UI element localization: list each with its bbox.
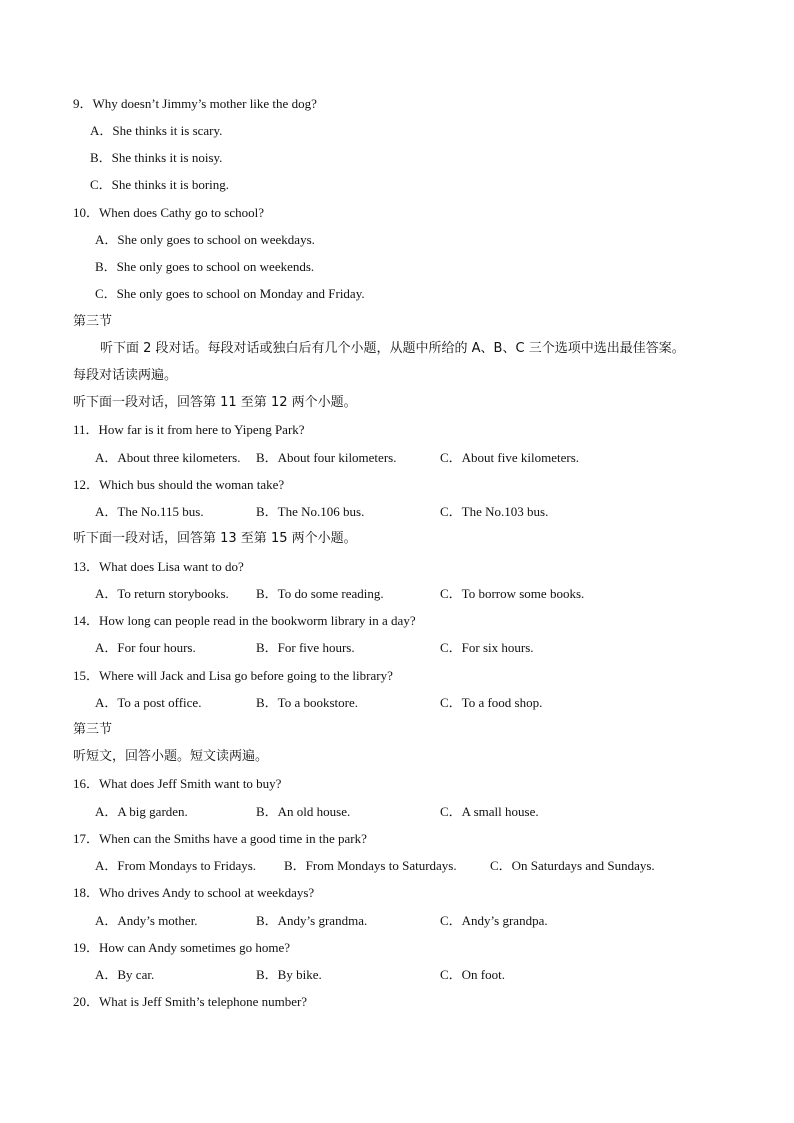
question-18-option-a: A．Andy’s mother. <box>95 913 198 928</box>
question-20-stem: 20．What is Jeff Smith’s telephone number? <box>73 994 308 1009</box>
question-12-stem: 12．Which bus should the woman take? <box>73 477 285 492</box>
question-17-stem: 17．When can the Smiths have a good time in the park? <box>73 831 367 846</box>
question-19-options <box>0 967 794 983</box>
question-13-options <box>0 586 794 602</box>
dialog-1-instructions: 听下面一段对话，回答第 11 至第 12 两个小题。 <box>73 395 357 410</box>
question-12-options <box>0 504 794 520</box>
section-instructions-line-2: 每段对话读两遍。 <box>73 368 178 383</box>
question-19-option-c: C．On foot. <box>440 967 506 982</box>
question-19-stem: 19．How can Andy sometimes go home? <box>73 940 290 955</box>
question-14-option-c: C．For six hours. <box>440 640 534 655</box>
question-15-option-c: C．To a food shop. <box>440 695 543 710</box>
question-16-option-b: B．An old house. <box>256 804 351 819</box>
question-17-option-b: B．From Mondays to Saturdays. <box>284 858 457 873</box>
question-12-option-b: B．The No.106 bus. <box>256 504 365 519</box>
question-11-option-b: B．About four kilometers. <box>256 450 397 465</box>
question-9-option-a: A．She thinks it is scary. <box>90 123 223 138</box>
question-14-stem: 14．How long can people read in the bookworm library in a day? <box>73 613 416 628</box>
question-19-option-b: B．By bike. <box>256 967 322 982</box>
question-12-option-c: C．The No.103 bus. <box>440 504 549 519</box>
question-16-option-a: A．A big garden. <box>95 804 188 819</box>
question-13-option-a: A．To return storybooks. <box>95 586 229 601</box>
question-10-option-c: C．She only goes to school on Monday and Friday. <box>95 286 365 301</box>
question-14-option-a: A．For four hours. <box>95 640 196 655</box>
question-14-options <box>0 640 794 656</box>
question-11-stem: 11．How far is it from here to Yipeng Park? <box>73 422 305 437</box>
question-13-stem: 13．What does Lisa want to do? <box>73 559 244 574</box>
question-18-options <box>0 913 794 929</box>
question-16-options <box>0 804 794 820</box>
question-15-option-a: A．To a post office. <box>95 695 202 710</box>
question-18-option-c: C．Andy’s grandpa. <box>440 913 548 928</box>
question-13-option-b: B．To do some reading. <box>256 586 384 601</box>
section-heading-2: 第三节 <box>73 722 113 737</box>
question-19-option-a: A．By car. <box>95 967 155 982</box>
question-15-options <box>0 695 794 711</box>
question-9-option-b: B．She thinks it is noisy. <box>90 150 223 165</box>
question-16-option-c: C．A small house. <box>440 804 539 819</box>
question-11-option-a: A．About three kilometers. <box>95 450 241 465</box>
question-12-option-a: A．The No.115 bus. <box>95 504 204 519</box>
question-10-option-b: B．She only goes to school on weekends. <box>95 259 315 274</box>
question-18-stem: 18．Who drives Andy to school at weekdays? <box>73 885 315 900</box>
question-10-stem: 10．When does Cathy go to school? <box>73 205 264 220</box>
question-13-option-c: C．To borrow some books. <box>440 586 585 601</box>
section-instructions-line-1: 听下面 2 段对话。每段对话或独白后有几个小题，从题中所给的 A、B、C 三个选项中选出最佳答案。 <box>100 341 685 356</box>
question-17-option-a: A．From Mondays to Fridays. <box>95 858 257 873</box>
question-15-stem: 15．Where will Jack and Lisa go before going to the library? <box>73 668 393 683</box>
question-14-option-b: B．For five hours. <box>256 640 355 655</box>
question-15-option-b: B．To a bookstore. <box>256 695 358 710</box>
question-17-options <box>0 858 794 874</box>
question-11-options <box>0 450 794 466</box>
section-heading: 第三节 <box>73 314 113 329</box>
question-16-stem: 16．What does Jeff Smith want to buy? <box>73 776 282 791</box>
question-17-option-c: C．On Saturdays and Sundays. <box>490 858 655 873</box>
question-10-option-a: A．She only goes to school on weekdays. <box>95 232 315 247</box>
question-9-stem: 9．Why doesn’t Jimmy’s mother like the dog? <box>73 96 317 111</box>
question-11-option-c: C．About five kilometers. <box>440 450 580 465</box>
question-9-option-c: C．She thinks it is boring. <box>90 177 230 192</box>
dialog-2-instructions: 听下面一段对话，回答第 13 至第 15 两个小题。 <box>73 531 357 546</box>
question-18-option-b: B．Andy’s grandma. <box>256 913 368 928</box>
passage-instructions: 听短文，回答小题。短文读两遍。 <box>73 749 269 764</box>
